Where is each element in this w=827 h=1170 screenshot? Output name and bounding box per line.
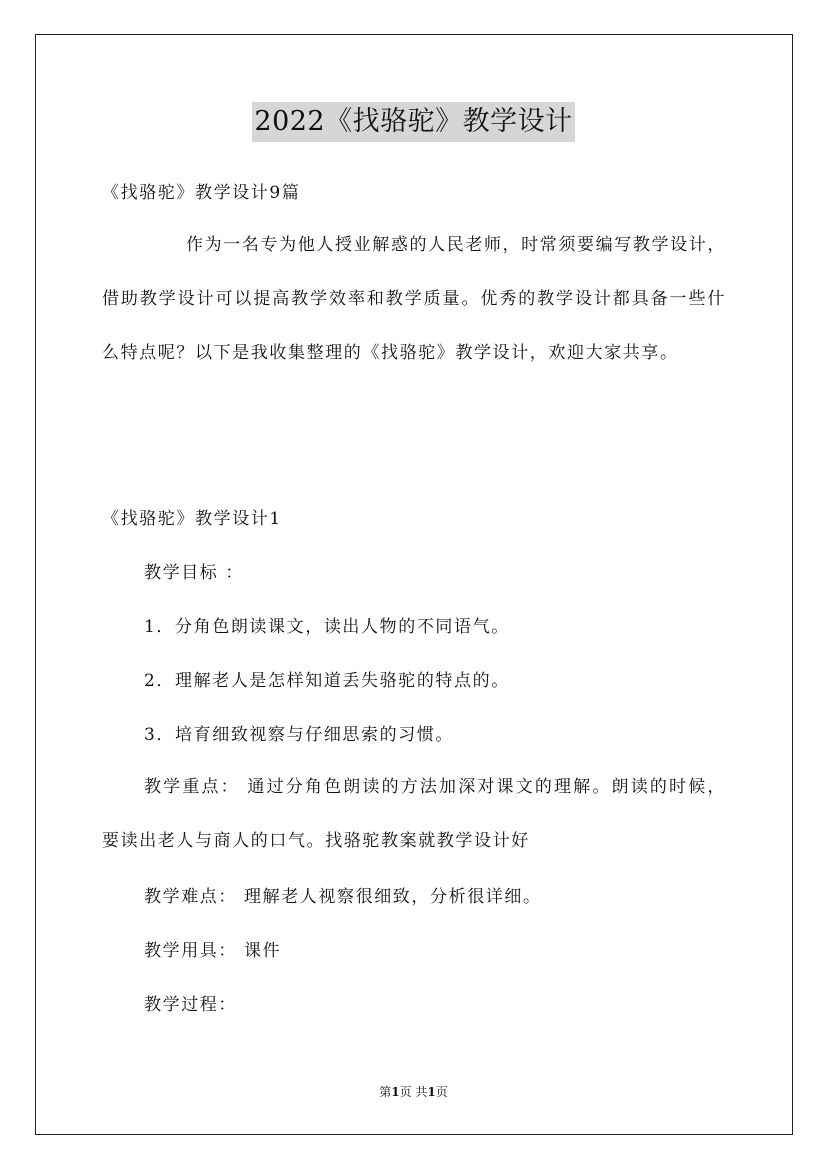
- objectives-label: 教学目标 ：: [144, 563, 245, 583]
- page-footer: [0, 1084, 827, 1100]
- tools-line: 教学用具： 课件: [144, 941, 282, 961]
- document-subtitle: 《找骆驼》教学设计9篇: [102, 183, 301, 203]
- section-heading: 《找骆驼》教学设计1: [102, 509, 282, 529]
- objective-item: 3．培育细致视察与仔细思索的习惯。: [144, 725, 455, 745]
- objective-item: 1．分角色朗读课文，读出人物的不同语气。: [144, 617, 510, 637]
- objective-item: 2．理解老人是怎样知道丢失骆驼的特点的。: [144, 671, 510, 691]
- intro-paragraph: 作为一名专为他人授业解惑的人民老师，时常须要编写教学设计，借助教学设计可以提高教学效率和教学质量。优秀的教学设计都具备一些什么特点呢？以下是我收集整理的《找骆驼》教学设计，欢迎大家共享。: [102, 235, 726, 363]
- title-container: [0, 102, 827, 142]
- footer-mid: 页 共: [399, 1085, 428, 1099]
- difficulty-line: 教学难点： 理解老人视察很细致，分析很详细。: [144, 887, 542, 907]
- footer-prefix: 第: [379, 1085, 392, 1099]
- process-line: 教学过程：: [144, 995, 237, 1015]
- footer-total-pages: 1: [427, 1085, 436, 1099]
- footer-current-page: 1: [391, 1085, 400, 1099]
- document-title: 2022《找骆驼》教学设计: [252, 102, 574, 142]
- key-point-paragraph: 教学重点： 通过分角色朗读的方法加深对课文的理解。朗读的时候，要读出老人与商人的口气。找骆驼教案就教学设计好: [102, 777, 726, 851]
- footer-suffix: 页: [435, 1085, 448, 1099]
